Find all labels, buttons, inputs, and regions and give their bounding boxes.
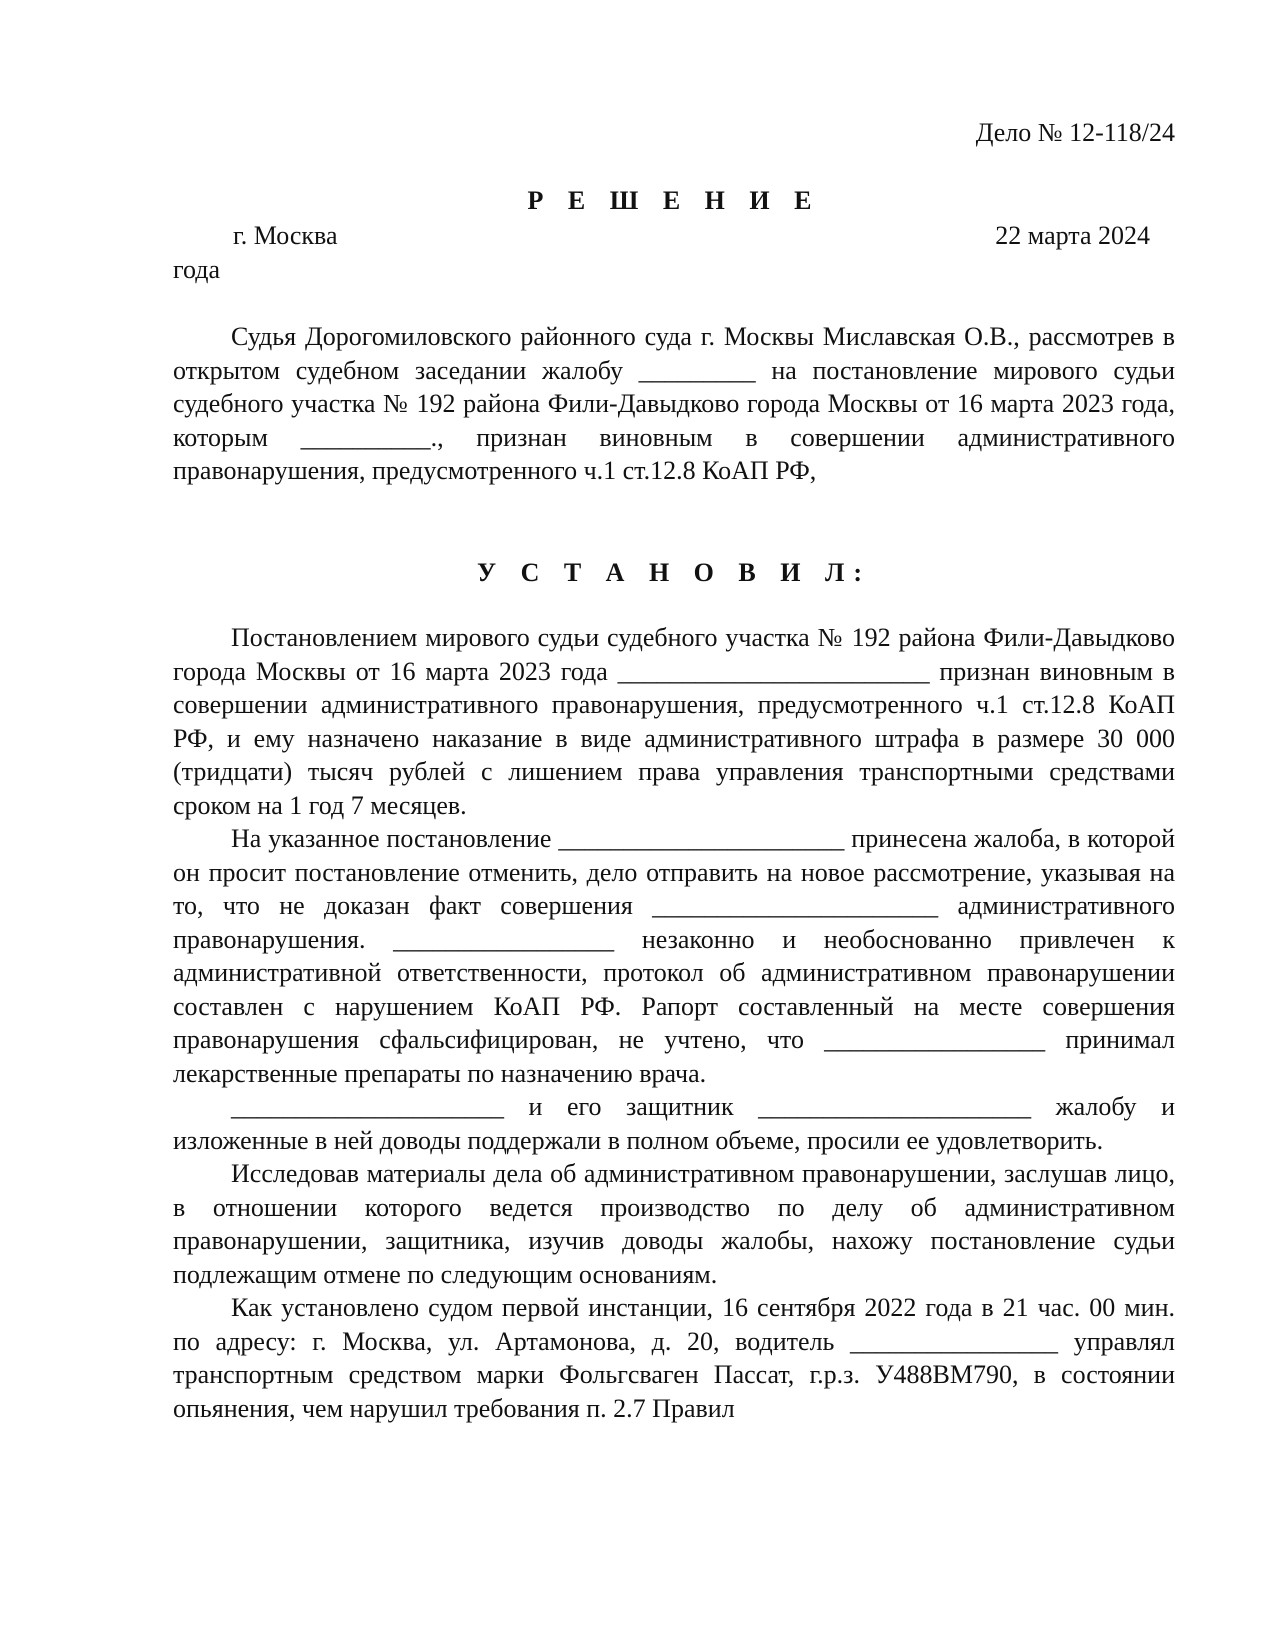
- body-paragraph: Исследовав материалы дела об административном правонарушении, заслушав лицо, в отношении которого ведется производство по делу об административном правонарушении, защитника, изучив доводы жалобы, нахожу постановление судьи подлежащим отмене по следующим основаниям.: [173, 1159, 1175, 1289]
- intro-block: [173, 320, 1175, 488]
- intro-paragraph: Судья Дорогомиловского районного суда г. Москвы Миславская О.В., рассмотрев в открытом судебном заседании жалобу _________ на постановление мирового судьи судебного участка № 192 района Фили-Давыдково города Москвы от 16 марта 2023 года, которым __________., признан виновным в совершении административного правонарушения, предусмотренного ч.1 ст.12.8 КоАП РФ,: [173, 322, 1175, 485]
- case-number: Дело № 12-118/24: [975, 118, 1175, 147]
- body-paragraph: Постановлением мирового судьи судебного участка № 192 района Фили-Давыдково города Москвы от 16 марта 2023 года ________________________ признан виновным в совершении административного правонарушения, предусмотренного ч.1 ст.12.8 КоАП РФ, и ему назначено наказание в виде административного штрафа в размере 30 000 (тридцати) тысяч рублей с лишением права управления транспортными средствами сроком на 1 год 7 месяцев.: [173, 623, 1175, 820]
- section-heading-ustanovil: У С Т А Н О В И Л:: [476, 558, 872, 587]
- body-paragraph: _____________________ и его защитник _____________________ жалобу и изложенные в ней доводы поддержали в полном объеме, просили ее удовлетворить.: [173, 1092, 1175, 1155]
- body-paragraph: На указанное постановление ______________________ принесена жалоба, в которой он просит постановление отменить, дело отправить на новое рассмотрение, указывая на то, что не доказан факт совершения ______________________ административного правонарушения. _________________ незаконно и необоснованно привлечен к административной ответственности, протокол об административном правонарушении составлен с нарушением КоАП РФ. Рапорт составленный на месте совершения правонарушения сфальсифицирован, не учтено, что _________________ принимал лекарственные препараты по назначению врача.: [173, 824, 1175, 1088]
- city: г. Москва: [233, 221, 338, 250]
- decision-date: 22 марта 2024: [995, 221, 1150, 250]
- body-paragraph: Как установлено судом первой инстанции, 16 сентября 2022 года в 21 час. 00 мин. по адресу: г. Москва, ул. Артамонова, д. 20, водитель ________________ управлял транспортным средством марки Фольгсваген Пассат, г.р.з. У488ВМ790, в состоянии опьянения, чем нарушил требования п. 2.7 Правил: [173, 1293, 1175, 1423]
- document-page: [173, 0, 1175, 1650]
- decision-date-continued: года: [173, 255, 221, 284]
- document-title: Р Е Ш Е Н И Е: [527, 186, 821, 215]
- decision-body: [173, 621, 1175, 1425]
